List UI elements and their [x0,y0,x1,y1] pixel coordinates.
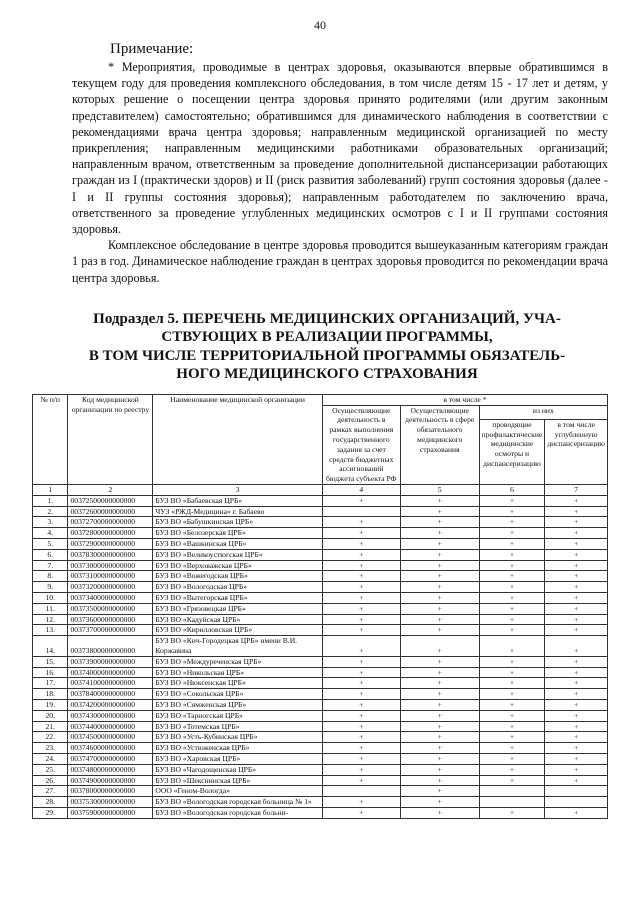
deep-mark: + [545,678,608,689]
table-row [33,636,608,657]
budget-mark: + [322,560,400,571]
oms-mark: + [400,603,479,614]
oms-mark: + [400,807,479,818]
prof-mark: + [479,636,545,657]
org-name: ЧУЗ «РЖД-Медицина» г. Бабаево [153,506,322,517]
org-code: 00373100000000000 [68,571,153,582]
table-row [33,571,608,582]
prof-mark: + [479,775,545,786]
table-row [33,625,608,636]
org-code: 00373600000000000 [68,614,153,625]
org-name: БУЗ ВО «Харовская ЦРБ» [153,753,322,764]
org-code: 00373900000000000 [68,656,153,667]
org-name: БУЗ ВО «Междуреченская ЦРБ» [153,656,322,667]
deep-mark: + [545,495,608,506]
prof-mark: + [479,743,545,754]
table-row [33,689,608,700]
org-name: БУЗ ВО «Бабаевская ЦРБ» [153,495,322,506]
table-row [33,721,608,732]
oms-mark: + [400,797,479,808]
org-code: 00373500000000000 [68,603,153,614]
org-name: БУЗ ВО «Тотемская ЦРБ» [153,721,322,732]
deep-mark [545,797,608,808]
row-number: 29. [33,807,68,818]
budget-mark: + [322,753,400,764]
table-row [33,592,608,603]
row-number: 11. [33,603,68,614]
budget-mark: + [322,710,400,721]
row-number: 17. [33,678,68,689]
org-code: 00373400000000000 [68,592,153,603]
header-of-them: из них [479,405,607,419]
column-number: 3 [153,485,322,496]
oms-mark: + [400,636,479,657]
oms-mark: + [400,571,479,582]
deep-mark: + [545,753,608,764]
org-code: 00374800000000000 [68,764,153,775]
row-number: 24. [33,753,68,764]
page-number: 40 [314,18,326,32]
budget-mark: + [322,539,400,550]
org-code: 00374600000000000 [68,743,153,754]
table-row [33,797,608,808]
budget-mark [322,786,400,797]
header-num: № п/п [33,394,68,484]
deep-mark: + [545,667,608,678]
org-code: 00373800000000000 [68,636,153,657]
prof-mark: + [479,807,545,818]
row-number: 10. [33,592,68,603]
oms-mark: + [400,678,479,689]
org-code: 00373000000000000 [68,560,153,571]
prof-mark: + [479,656,545,667]
header-deep: в том числе углубленную диспансеризацию [545,419,608,484]
row-number: 22. [33,732,68,743]
prof-mark: + [479,528,545,539]
oms-mark: + [400,721,479,732]
row-number: 25. [33,764,68,775]
org-name: БУЗ ВО «Вологодская городская больни- [153,807,322,818]
prof-mark: + [479,582,545,593]
budget-mark: + [322,528,400,539]
row-number: 14. [33,636,68,657]
org-code: 00374400000000000 [68,721,153,732]
org-name: БУЗ ВО «Тарногская ЦРБ» [153,710,322,721]
org-code: 00378400000000000 [68,689,153,700]
row-number: 5. [33,539,68,550]
org-code: 00373700000000000 [68,625,153,636]
budget-mark: + [322,807,400,818]
deep-mark: + [545,732,608,743]
prof-mark: + [479,539,545,550]
org-name: БУЗ ВО «Кирилловская ЦРБ» [153,625,322,636]
row-number: 9. [33,582,68,593]
prof-mark: + [479,571,545,582]
table-row [33,699,608,710]
table-row [33,560,608,571]
table-row [33,582,608,593]
row-number: 13. [33,625,68,636]
header-name: Наименование медицинской организации [153,394,322,484]
prof-mark: + [479,625,545,636]
deep-mark: + [545,710,608,721]
heading-line: СТВУЮЩИХ В РЕАЛИЗАЦИИ ПРОГРАММЫ, [161,329,493,346]
org-name: БУЗ ВО «Грязовецкая ЦРБ» [153,603,322,614]
header-prof: проводящие профилактические медицинские осмотры и диспансеризацию [479,419,545,484]
prof-mark: + [479,732,545,743]
oms-mark: + [400,495,479,506]
org-code: 00378000000000000 [68,786,153,797]
oms-mark: + [400,592,479,603]
table-row [33,603,608,614]
org-code: 00374000000000000 [68,667,153,678]
deep-mark: + [545,807,608,818]
deep-mark: + [545,506,608,517]
row-number: 3. [33,517,68,528]
oms-mark: + [400,743,479,754]
column-number: 1 [33,485,68,496]
budget-mark: + [322,699,400,710]
prof-mark: + [479,689,545,700]
oms-mark: + [400,732,479,743]
column-numbers-row [33,485,608,496]
oms-mark: + [400,506,479,517]
deep-mark: + [545,592,608,603]
header-oms: Осуществляющие деятельность в сфере обязательного медицинского страхования [400,405,479,484]
budget-mark: + [322,603,400,614]
budget-mark: + [322,797,400,808]
row-number: 18. [33,689,68,700]
table-row [33,732,608,743]
prof-mark [479,797,545,808]
oms-mark: + [400,699,479,710]
oms-mark: + [400,539,479,550]
oms-mark: + [400,764,479,775]
prof-mark: + [479,753,545,764]
org-code: 00374500000000000 [68,732,153,743]
prof-mark: + [479,506,545,517]
table-row [33,743,608,754]
org-code: 00372900000000000 [68,539,153,550]
row-number: 21. [33,721,68,732]
budget-mark: + [322,656,400,667]
deep-mark: + [545,560,608,571]
org-code: 00372800000000000 [68,528,153,539]
section-heading [57,310,597,384]
org-code: 00372700000000000 [68,517,153,528]
budget-mark: + [322,721,400,732]
column-number: 5 [400,485,479,496]
header-budget: Осуществляющие деятельность в рамках выполнения государственного задания за счет средств бюджетных ассигнований бюджета субъекта РФ [322,405,400,484]
prof-mark: + [479,592,545,603]
oms-mark: + [400,689,479,700]
deep-mark [545,786,608,797]
deep-mark: + [545,528,608,539]
org-name: БУЗ ВО «Бабушкинская ЦРБ» [153,517,322,528]
budget-mark: + [322,743,400,754]
org-name: БУЗ ВО «Шекснинская ЦРБ» [153,775,322,786]
org-name: БУЗ ВО «Устюженская ЦРБ» [153,743,322,754]
prof-mark: + [479,549,545,560]
deep-mark: + [545,549,608,560]
oms-mark: + [400,656,479,667]
column-number: 2 [68,485,153,496]
row-number: 23. [33,743,68,754]
prof-mark: + [479,495,545,506]
org-code: 00372600000000000 [68,506,153,517]
prof-mark [479,786,545,797]
org-code: 00375300000000000 [68,797,153,808]
org-name: БУЗ ВО «Вожегодская ЦРБ» [153,571,322,582]
table-row [33,506,608,517]
prof-mark: + [479,603,545,614]
budget-mark: + [322,592,400,603]
deep-mark: + [545,656,608,667]
deep-mark: + [545,721,608,732]
org-name: ООО «Геном-Вологда» [153,786,322,797]
row-number: 8. [33,571,68,582]
row-number: 26. [33,775,68,786]
budget-mark: + [322,495,400,506]
org-code: 00373200000000000 [68,582,153,593]
table-row [33,656,608,667]
oms-mark: + [400,753,479,764]
row-number: 1. [33,495,68,506]
column-number: 7 [545,485,608,496]
org-name: БУЗ ВО «Кич-Городецкая ЦРБ» имени В.И. Коржавина [153,636,322,657]
table-row [33,539,608,550]
org-name: БУЗ ВО «Сямженская ЦРБ» [153,699,322,710]
table-row [33,614,608,625]
column-number: 6 [479,485,545,496]
row-number: 19. [33,699,68,710]
budget-mark: + [322,582,400,593]
prof-mark: + [479,560,545,571]
budget-mark: + [322,667,400,678]
table-row [33,528,608,539]
deep-mark: + [545,571,608,582]
budget-mark: + [322,517,400,528]
oms-mark: + [400,786,479,797]
note-paragraph: Комплексное обследование в центре здоровья проводится вышеуказанным категориям граждан 1 раз в год. Динамическое наблюдение граждан в центрах здоровья проводится по рекомендации врача центра здоровья. [72,238,608,285]
org-code: 00374200000000000 [68,699,153,710]
budget-mark: + [322,732,400,743]
note-paragraph: * Мероприятия, проводимые в центрах здоровья, оказываются впервые обратившимся в текущем году для проведения комплексного обследования, в том числе детям 15 - 17 лет и детям, у которых решение о посещении центра здоровья принято родителями (или другим законным представителем) самостоятельно; обратившимся для динамического наблюдения в соответствии с рекомендациями врача центра здоровья; направленным медицинской организацией по месту прикрепления; направленным медицинскими работниками образовательных организаций; направленным врачом, ответственным за проведение дополнительной диспансеризации работающих граждан из I (практически здоров) и II (риск развития заболеваний) групп состояния здоровья (далее - I и II группы состояния здоровья); направленным работодателем по заключению врача, ответственного за проведение углубленных медицинских осмотров с I и II группами состояния здоровья. [72,60,608,237]
org-code: 00378300000000000 [68,549,153,560]
table-row [33,775,608,786]
prof-mark: + [479,614,545,625]
budget-mark: + [322,625,400,636]
row-number: 2. [33,506,68,517]
table-row [33,807,608,818]
row-number: 27. [33,786,68,797]
prof-mark: + [479,764,545,775]
header-including: в том числе * [322,394,607,405]
prof-mark: + [479,517,545,528]
prof-mark: + [479,710,545,721]
org-name: БУЗ ВО «Кадуйская ЦРБ» [153,614,322,625]
header-code: Код медицинской организации по реестру [68,394,153,484]
budget-mark: + [322,636,400,657]
row-number: 15. [33,656,68,667]
org-code: 00374700000000000 [68,753,153,764]
org-name: БУЗ ВО «Нюксенская ЦРБ» [153,678,322,689]
deep-mark: + [545,614,608,625]
row-number: 6. [33,549,68,560]
deep-mark: + [545,603,608,614]
deep-mark: + [545,764,608,775]
oms-mark: + [400,614,479,625]
budget-mark: + [322,571,400,582]
org-name: БУЗ ВО «Усть-Кубинская ЦРБ» [153,732,322,743]
deep-mark: + [545,625,608,636]
org-name: БУЗ ВО «Белозерская ЦРБ» [153,528,322,539]
heading-line: НОГО МЕДИЦИНСКОГО СТРАХОВАНИЯ [176,366,478,383]
table-row [33,678,608,689]
deep-mark: + [545,539,608,550]
org-code: 00374300000000000 [68,710,153,721]
org-code: 00372500000000000 [68,495,153,506]
row-number: 12. [33,614,68,625]
org-name: БУЗ ВО «Великоустюгская ЦРБ» [153,549,322,560]
table-row [33,764,608,775]
org-name: БУЗ ВО «Никольская ЦРБ» [153,667,322,678]
org-code: 00374900000000000 [68,775,153,786]
oms-mark: + [400,517,479,528]
oms-mark: + [400,560,479,571]
prof-mark: + [479,667,545,678]
row-number: 20. [33,710,68,721]
budget-mark: + [322,689,400,700]
org-code: 00374100000000000 [68,678,153,689]
org-name: БУЗ ВО «Чагодощенская ЦРБ» [153,764,322,775]
deep-mark: + [545,775,608,786]
budget-mark: + [322,614,400,625]
deep-mark: + [545,699,608,710]
oms-mark: + [400,549,479,560]
oms-mark: + [400,775,479,786]
table-row [33,549,608,560]
org-name: БУЗ ВО «Вытегорская ЦРБ» [153,592,322,603]
budget-mark: + [322,775,400,786]
row-number: 4. [33,528,68,539]
budget-mark: + [322,549,400,560]
deep-mark: + [545,689,608,700]
org-name: БУЗ ВО «Вашкинская ЦРБ» [153,539,322,550]
table-row [33,710,608,721]
deep-mark: + [545,517,608,528]
row-number: 16. [33,667,68,678]
org-name: БУЗ ВО «Вологодская ЦРБ» [153,582,322,593]
table-row [33,517,608,528]
row-number: 7. [33,560,68,571]
prof-mark: + [479,699,545,710]
budget-mark: + [322,764,400,775]
oms-mark: + [400,667,479,678]
prof-mark: + [479,721,545,732]
table-row [33,786,608,797]
column-number: 4 [322,485,400,496]
deep-mark: + [545,743,608,754]
heading-line: Подраздел 5. ПЕРЕЧЕНЬ МЕДИЦИНСКИХ ОРГАНИЗАЦИЙ, УЧА- [93,310,561,327]
organizations-table [32,394,608,819]
deep-mark: + [545,582,608,593]
table-row [33,753,608,764]
oms-mark: + [400,710,479,721]
oms-mark: + [400,625,479,636]
heading-line: В ТОМ ЧИСЛЕ ТЕРРИТОРИАЛЬНОЙ ПРОГРАММЫ ОБЯЗАТЕЛЬ- [88,347,566,364]
note-title: Примечание: [110,41,194,57]
row-number: 28. [33,797,68,808]
oms-mark: + [400,528,479,539]
oms-mark: + [400,582,479,593]
org-code: 00375900000000000 [68,807,153,818]
table-row [33,667,608,678]
budget-mark: + [322,678,400,689]
deep-mark: + [545,636,608,657]
org-name: БУЗ ВО «Сокольская ЦРБ» [153,689,322,700]
org-name: БУЗ ВО «Вологодская городская больница № 1» [153,797,322,808]
org-name: БУЗ ВО «Верховажская ЦРБ» [153,560,322,571]
table-row [33,495,608,506]
prof-mark: + [479,678,545,689]
budget-mark [322,506,400,517]
